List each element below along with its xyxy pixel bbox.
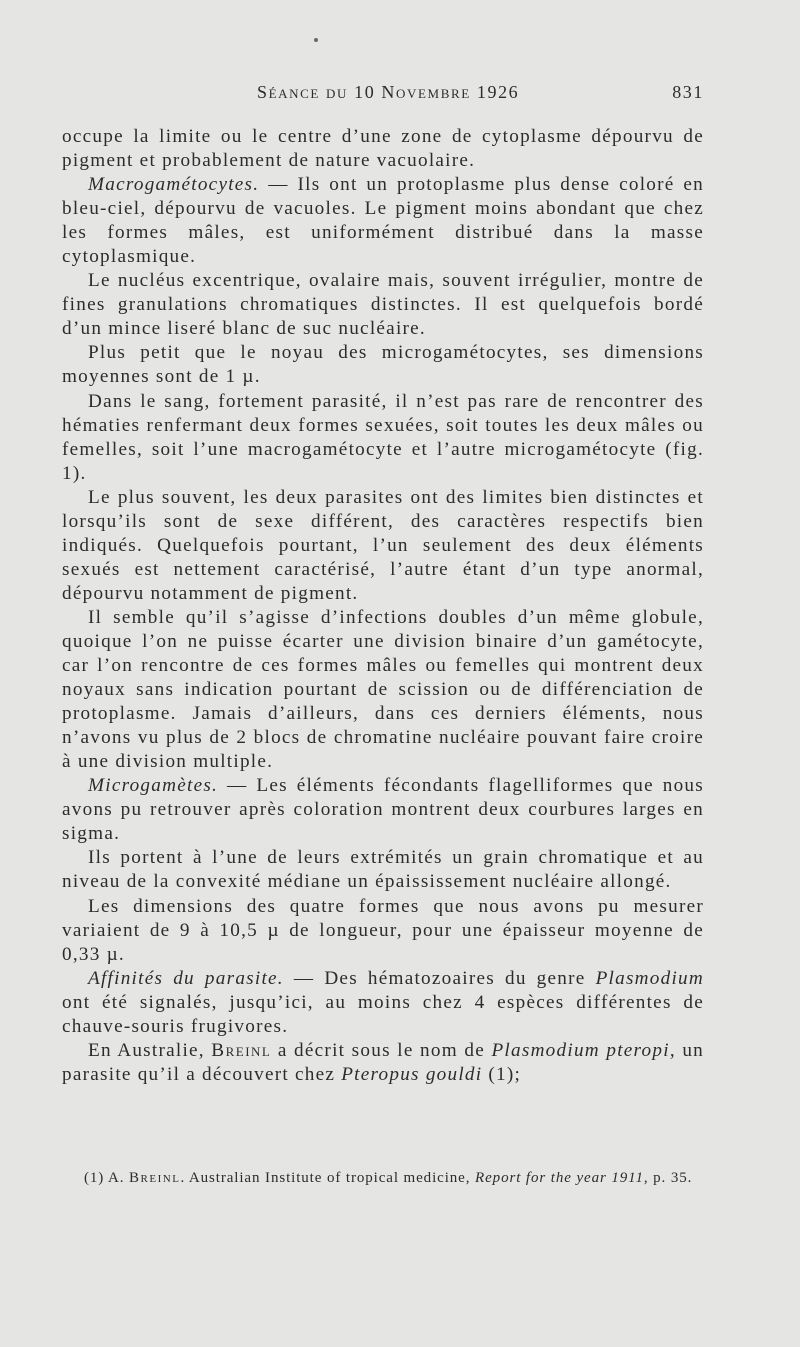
text-segment: Le plus souvent, les deux parasites ont des limites bien distinctes et lorsqu’ils sont de sexe différent, des caractères respectifs bien indiqués. Quelquefois pourtant, l’un seulement des deux éléments sexués est nettement caractérisé, l’autre étant d’un type anormal, dépourvu notamment de pigment. [62,486,704,604]
running-head: Séance du 10 Novembre 1926 [257,82,520,102]
italic-text: Report for the year 1911 [475,1170,644,1186]
body-text [62,125,704,1087]
italic-text: Macrogamétocytes. [88,174,260,196]
paragraph [62,606,704,774]
text-segment: Ils portent à l’une de leurs extrémités un grain chromatique et au niveau de la convexité médiane un épaississement nucléaire allongé. [62,847,704,893]
text-segment: . Australian Institute of tropical medicine, [180,1170,476,1186]
paragraph [62,125,704,173]
paragraph [62,173,704,269]
paragraph [62,390,704,486]
text-segment: , un parasite qu’il a découvert chez [62,1039,705,1085]
text-segment: (1) A. [84,1170,130,1186]
text-segment: — Les éléments fécondants flagelliformes que nous avons pu retrouver après coloration montrent deux courbures larges en sigma. [62,775,704,845]
paragraph [62,486,704,606]
paragraph [62,967,704,1039]
italic-text: Plasmodium [595,967,704,989]
ink-speck [314,38,318,42]
text-segment: En Australie, [88,1039,212,1061]
paragraph [62,1039,704,1087]
italic-text: Microgamètes. [88,775,219,797]
page-number: 831 [672,82,704,102]
text-segment: Les dimensions des quatre formes que nous avons pu mesurer variaient de 9 à 10,5 µ de longueur, pour une épaisseur moyenne de 0,33 µ. [62,895,704,965]
text-segment: Le nucléus excentrique, ovalaire mais, souvent irrégulier, montre de fines granulations chromatiques distinctes. Il est quelquefois bordé d’un mince liseré blanc de suc nucléaire. [62,270,704,340]
footnote [62,1168,704,1189]
text-segment: — Des hématozoaires du genre [283,967,596,989]
text-segment: (1); [482,1063,522,1085]
page-header [62,80,704,110]
italic-text: Plasmodium pteropi [491,1039,670,1061]
text-segment: — Ils ont un protoplasme plus dense coloré en bleu-ciel, dépourvu de vacuoles. Le pigment moins abondant que chez les formes mâles, est uniformément distribué dans la masse cytoplasmique. [62,174,704,268]
paragraph [62,341,704,389]
text-segment: Dans le sang, fortement parasité, il n’est pas rare de rencontrer des hématies renfermant deux formes sexuées, soit toutes les deux mâles ou femelles, soit l’une macrogamétocyte et l’autre microgamétocyte (fig. 1). [62,390,704,484]
author-name: Breinl [211,1039,272,1061]
paragraph [62,774,704,846]
text-segment: a décrit sous le nom de [271,1039,492,1061]
paragraph [62,269,704,341]
text-segment: ont été signalés, jusqu’ici, au moins chez 4 espèces différentes de chauve-souris frugivores. [62,991,704,1037]
text-segment: , p. 35. [643,1170,693,1186]
italic-text: Pteropus gouldi [341,1063,483,1085]
text-segment: occupe la limite ou le centre d’une zone de cytoplasme dépourvu de pigment et probablement de nature vacuolaire. [62,126,704,172]
text-segment: Il semble qu’il s’agisse d’infections doubles d’un même globule, quoique l’on ne puisse écarter une division binaire d’un gamétocyte, car l’on rencontre de ces formes mâles ou femelles qui montrent deux noyaux sans indication pourtant de scission ou de différenciation de protoplasme. Jamais d’ailleurs, dans ces derniers éléments, nous n’avons vu plus de 2 blocs de chromatine nucléaire pouvant faire croire à une division multiple. [62,606,704,773]
paragraph [62,846,704,894]
italic-text: Affinités du parasite. [88,967,284,989]
author-name: Breinl [129,1170,181,1186]
text-segment: Plus petit que le noyau des microgamétocytes, ses dimensions moyennes sont de 1 µ. [62,342,704,388]
paragraph [62,895,704,967]
